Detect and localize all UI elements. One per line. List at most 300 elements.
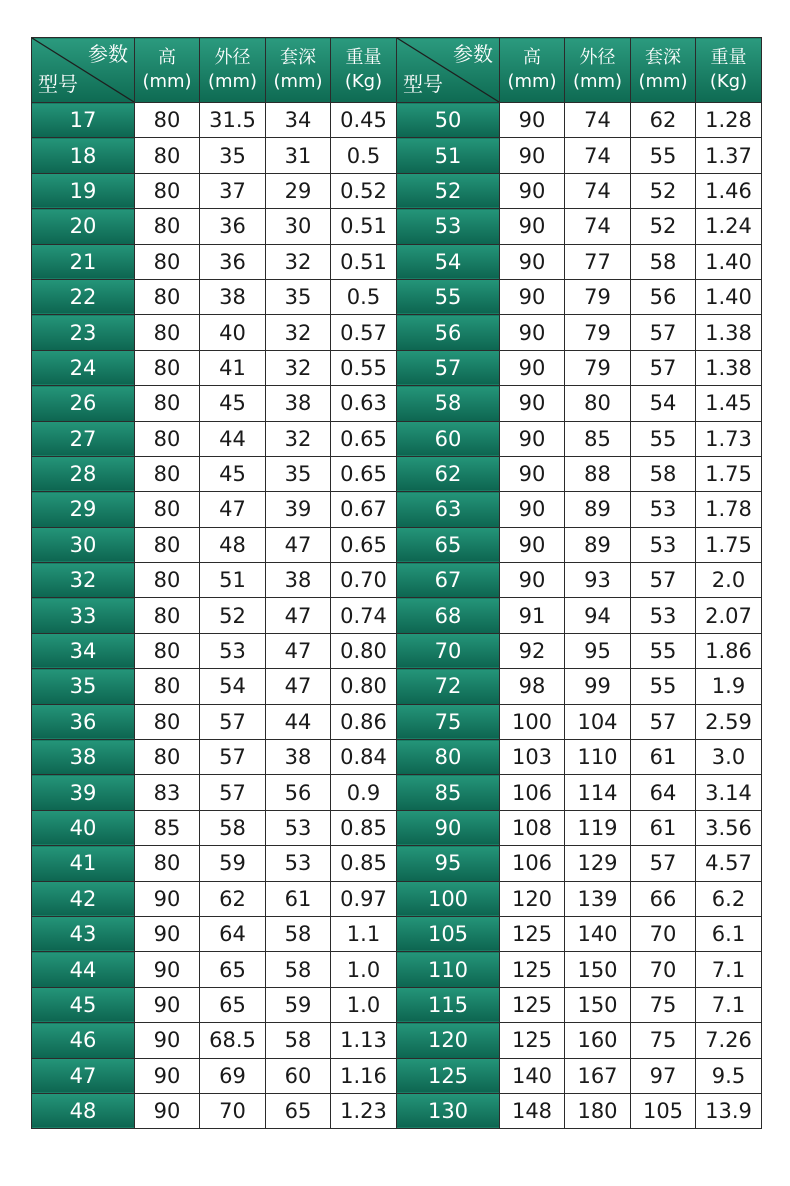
height-cell: 90 [500,386,565,421]
sleeve-depth-cell: 32 [266,350,331,385]
sleeve-depth-cell: 66 [631,881,696,916]
outer-diameter-cell: 45 [200,456,266,491]
height-cell: 90 [135,916,200,951]
height-cell: 90 [500,315,565,350]
table-row [32,598,762,633]
table-row [32,775,762,810]
outer-diameter-cell: 38 [200,279,266,314]
outer-diameter-cell: 69 [200,1058,266,1093]
weight-cell: 3.14 [696,775,762,810]
height-cell: 90 [500,279,565,314]
weight-cell: 3.0 [696,740,762,775]
sleeve-depth-cell: 44 [266,704,331,739]
outer-diameter-cell: 150 [565,952,631,987]
model-cell: 63 [397,492,500,527]
model-cell: 48 [32,1093,135,1128]
height-cell: 80 [135,846,200,881]
table-row [32,103,762,138]
weight-cell: 7.1 [696,987,762,1022]
weight-cell: 0.97 [331,881,397,916]
height-cell: 80 [135,633,200,668]
column-unit: (mm) [207,71,258,92]
height-cell: 103 [500,740,565,775]
height-cell: 90 [500,421,565,456]
outer-diameter-cell: 95 [565,633,631,668]
model-cell: 27 [32,421,135,456]
model-cell: 52 [397,173,500,208]
weight-cell: 4.57 [696,846,762,881]
outer-diameter-cell: 77 [565,244,631,279]
weight-cell: 1.38 [696,315,762,350]
weight-cell: 0.55 [331,350,397,385]
weight-cell: 1.86 [696,633,762,668]
model-cell: 75 [397,704,500,739]
model-cell: 46 [32,1023,135,1058]
height-cell: 80 [135,704,200,739]
model-cell: 58 [397,386,500,421]
height-cell: 80 [135,173,200,208]
weight-cell: 1.24 [696,209,762,244]
height-cell: 98 [500,669,565,704]
table-row [32,563,762,598]
model-cell: 70 [397,633,500,668]
model-cell: 120 [397,1023,500,1058]
model-cell: 39 [32,775,135,810]
table-row [32,350,762,385]
sleeve-depth-cell: 60 [266,1058,331,1093]
sleeve-depth-cell: 62 [631,103,696,138]
sleeve-depth-cell: 58 [266,1023,331,1058]
model-cell: 105 [397,916,500,951]
outer-diameter-cell: 59 [200,846,266,881]
sleeve-depth-cell: 59 [266,987,331,1022]
outer-diameter-cell: 65 [200,987,266,1022]
corner-param-label: 参数 [453,42,493,66]
column-unit: (Kg) [344,71,383,92]
weight-cell: 0.5 [331,279,397,314]
weight-cell: 1.78 [696,492,762,527]
height-cell: 90 [500,456,565,491]
weight-cell: 1.1 [331,916,397,951]
weight-cell: 1.0 [331,987,397,1022]
outer-diameter-cell: 74 [565,173,631,208]
height-cell: 90 [500,138,565,173]
model-cell: 22 [32,279,135,314]
corner-header-left [32,38,135,103]
sleeve-depth-cell: 58 [631,244,696,279]
column-name: 套深 [280,47,316,68]
sleeve-depth-cell: 70 [631,916,696,951]
weight-cell: 0.85 [331,846,397,881]
table-row [32,704,762,739]
weight-cell: 0.65 [331,456,397,491]
table-row [32,244,762,279]
model-cell: 30 [32,527,135,562]
model-cell: 42 [32,881,135,916]
outer-diameter-cell: 99 [565,669,631,704]
table-row [32,1058,762,1093]
height-cell: 100 [500,704,565,739]
outer-diameter-cell: 119 [565,810,631,845]
model-cell: 44 [32,952,135,987]
sleeve-depth-cell: 53 [266,810,331,845]
outer-diameter-cell: 68.5 [200,1023,266,1058]
height-cell: 90 [135,1023,200,1058]
table-row [32,952,762,987]
sleeve-depth-cell: 54 [631,386,696,421]
table-row [32,881,762,916]
model-cell: 36 [32,704,135,739]
model-cell: 26 [32,386,135,421]
sleeve-depth-cell: 56 [631,279,696,314]
height-cell: 108 [500,810,565,845]
height-cell: 92 [500,633,565,668]
column-unit: (mm) [507,71,557,92]
sleeve-depth-cell: 57 [631,350,696,385]
sleeve-depth-cell: 58 [266,916,331,951]
outer-diameter-cell: 180 [565,1093,631,1128]
table-row [32,456,762,491]
model-cell: 47 [32,1058,135,1093]
model-cell: 28 [32,456,135,491]
height-cell: 90 [500,173,565,208]
table-row [32,386,762,421]
height-cell: 80 [135,421,200,456]
height-cell: 80 [135,279,200,314]
height-cell: 80 [135,492,200,527]
table-row [32,421,762,456]
outer-diameter-cell: 129 [565,846,631,881]
weight-cell: 1.46 [696,173,762,208]
model-cell: 72 [397,669,500,704]
model-cell: 85 [397,775,500,810]
sleeve-depth-cell: 30 [266,209,331,244]
height-cell: 125 [500,1023,565,1058]
weight-cell: 2.07 [696,598,762,633]
corner-model-label: 型号 [38,72,78,96]
height-cell: 125 [500,952,565,987]
weight-cell: 6.2 [696,881,762,916]
sleeve-depth-cell: 35 [266,279,331,314]
model-cell: 29 [32,492,135,527]
weight-cell: 0.67 [331,492,397,527]
sleeve-depth-cell: 97 [631,1058,696,1093]
table-row [32,315,762,350]
height-cell: 80 [135,350,200,385]
outer-diameter-cell: 80 [565,386,631,421]
sleeve-depth-cell: 65 [266,1093,331,1128]
table-row [32,138,762,173]
height-cell: 125 [500,987,565,1022]
weight-cell: 0.65 [331,527,397,562]
sleeve-depth-cell: 64 [631,775,696,810]
sleeve-depth-cell: 52 [631,173,696,208]
column-header [266,38,331,103]
column-unit: (Kg) [709,71,748,92]
weight-cell: 0.63 [331,386,397,421]
height-cell: 80 [135,386,200,421]
weight-cell: 0.51 [331,209,397,244]
weight-cell: 7.1 [696,952,762,987]
height-cell: 80 [135,527,200,562]
weight-cell: 0.45 [331,103,397,138]
column-name: 重量 [710,47,747,68]
outer-diameter-cell: 31.5 [200,103,266,138]
height-cell: 80 [135,456,200,491]
column-name: 套深 [645,47,681,68]
weight-cell: 0.51 [331,244,397,279]
weight-cell: 1.40 [696,244,762,279]
sleeve-depth-cell: 57 [631,846,696,881]
model-cell: 21 [32,244,135,279]
height-cell: 80 [135,669,200,704]
sleeve-depth-cell: 53 [631,527,696,562]
model-cell: 18 [32,138,135,173]
model-cell: 43 [32,916,135,951]
weight-cell: 1.28 [696,103,762,138]
outer-diameter-cell: 37 [200,173,266,208]
weight-cell: 7.26 [696,1023,762,1058]
height-cell: 90 [500,209,565,244]
outer-diameter-cell: 79 [565,315,631,350]
header-row [32,38,762,103]
column-unit: (mm) [572,71,623,92]
outer-diameter-cell: 85 [565,421,631,456]
spec-table [31,37,762,1129]
sleeve-depth-cell: 47 [266,633,331,668]
column-unit: (mm) [638,71,688,92]
weight-cell: 0.57 [331,315,397,350]
sleeve-depth-cell: 32 [266,421,331,456]
sleeve-depth-cell: 70 [631,952,696,987]
height-cell: 90 [500,244,565,279]
weight-cell: 1.73 [696,421,762,456]
sleeve-depth-cell: 61 [631,740,696,775]
outer-diameter-cell: 65 [200,952,266,987]
height-cell: 85 [135,810,200,845]
outer-diameter-cell: 140 [565,916,631,951]
height-cell: 80 [135,740,200,775]
column-unit: (mm) [273,71,323,92]
sleeve-depth-cell: 47 [266,527,331,562]
outer-diameter-cell: 62 [200,881,266,916]
sleeve-depth-cell: 47 [266,598,331,633]
model-cell: 20 [32,209,135,244]
weight-cell: 0.74 [331,598,397,633]
height-cell: 80 [135,563,200,598]
weight-cell: 0.52 [331,173,397,208]
outer-diameter-cell: 36 [200,244,266,279]
outer-diameter-cell: 114 [565,775,631,810]
sleeve-depth-cell: 105 [631,1093,696,1128]
column-header [331,38,397,103]
weight-cell: 1.13 [331,1023,397,1058]
sleeve-depth-cell: 55 [631,633,696,668]
weight-cell: 0.84 [331,740,397,775]
model-cell: 62 [397,456,500,491]
sleeve-depth-cell: 31 [266,138,331,173]
model-cell: 51 [397,138,500,173]
sleeve-depth-cell: 53 [631,492,696,527]
model-cell: 23 [32,315,135,350]
sleeve-depth-cell: 61 [266,881,331,916]
sleeve-depth-cell: 55 [631,421,696,456]
column-header [696,38,762,103]
weight-cell: 2.59 [696,704,762,739]
outer-diameter-cell: 167 [565,1058,631,1093]
outer-diameter-cell: 41 [200,350,266,385]
model-cell: 68 [397,598,500,633]
weight-cell: 1.75 [696,456,762,491]
sleeve-depth-cell: 34 [266,103,331,138]
model-cell: 100 [397,881,500,916]
model-cell: 60 [397,421,500,456]
model-cell: 95 [397,846,500,881]
height-cell: 91 [500,598,565,633]
height-cell: 90 [500,527,565,562]
height-cell: 83 [135,775,200,810]
model-cell: 19 [32,173,135,208]
table-row [32,279,762,314]
height-cell: 90 [135,881,200,916]
height-cell: 90 [135,1093,200,1128]
weight-cell: 3.56 [696,810,762,845]
model-cell: 115 [397,987,500,1022]
sleeve-depth-cell: 58 [266,952,331,987]
column-header [631,38,696,103]
height-cell: 120 [500,881,565,916]
height-cell: 80 [135,138,200,173]
table-body [32,103,762,1129]
sleeve-depth-cell: 47 [266,669,331,704]
weight-cell: 6.1 [696,916,762,951]
model-cell: 125 [397,1058,500,1093]
model-cell: 80 [397,740,500,775]
outer-diameter-cell: 104 [565,704,631,739]
weight-cell: 0.9 [331,775,397,810]
column-name: 高 [523,47,541,68]
model-cell: 50 [397,103,500,138]
height-cell: 90 [500,492,565,527]
corner-header-right [397,38,500,103]
column-header [500,38,565,103]
model-cell: 38 [32,740,135,775]
outer-diameter-cell: 89 [565,527,631,562]
outer-diameter-cell: 57 [200,740,266,775]
outer-diameter-cell: 64 [200,916,266,951]
sleeve-depth-cell: 61 [631,810,696,845]
height-cell: 125 [500,916,565,951]
weight-cell: 1.38 [696,350,762,385]
table-row [32,740,762,775]
outer-diameter-cell: 74 [565,138,631,173]
height-cell: 80 [135,315,200,350]
sleeve-depth-cell: 57 [631,315,696,350]
model-cell: 90 [397,810,500,845]
table-row [32,916,762,951]
outer-diameter-cell: 150 [565,987,631,1022]
sleeve-depth-cell: 56 [266,775,331,810]
model-cell: 33 [32,598,135,633]
height-cell: 90 [135,1058,200,1093]
sleeve-depth-cell: 39 [266,492,331,527]
model-cell: 65 [397,527,500,562]
outer-diameter-cell: 139 [565,881,631,916]
table-row [32,633,762,668]
sleeve-depth-cell: 38 [266,740,331,775]
sleeve-depth-cell: 38 [266,563,331,598]
outer-diameter-cell: 58 [200,810,266,845]
column-unit: (mm) [142,71,192,92]
outer-diameter-cell: 110 [565,740,631,775]
model-cell: 41 [32,846,135,881]
model-cell: 35 [32,669,135,704]
weight-cell: 0.5 [331,138,397,173]
weight-cell: 1.45 [696,386,762,421]
weight-cell: 0.80 [331,669,397,704]
weight-cell: 1.37 [696,138,762,173]
weight-cell: 1.16 [331,1058,397,1093]
weight-cell: 1.40 [696,279,762,314]
outer-diameter-cell: 47 [200,492,266,527]
model-cell: 34 [32,633,135,668]
model-cell: 53 [397,209,500,244]
column-name: 高 [158,47,176,68]
weight-cell: 0.80 [331,633,397,668]
outer-diameter-cell: 45 [200,386,266,421]
outer-diameter-cell: 57 [200,704,266,739]
model-cell: 24 [32,350,135,385]
outer-diameter-cell: 54 [200,669,266,704]
model-cell: 130 [397,1093,500,1128]
weight-cell: 1.0 [331,952,397,987]
weight-cell: 13.9 [696,1093,762,1128]
outer-diameter-cell: 74 [565,103,631,138]
height-cell: 90 [500,563,565,598]
weight-cell: 1.75 [696,527,762,562]
sleeve-depth-cell: 55 [631,669,696,704]
weight-cell: 0.65 [331,421,397,456]
outer-diameter-cell: 79 [565,350,631,385]
height-cell: 80 [135,598,200,633]
corner-param-label: 参数 [88,42,128,66]
sleeve-depth-cell: 29 [266,173,331,208]
sleeve-depth-cell: 75 [631,1023,696,1058]
sleeve-depth-cell: 58 [631,456,696,491]
weight-cell: 0.86 [331,704,397,739]
sleeve-depth-cell: 75 [631,987,696,1022]
sleeve-depth-cell: 57 [631,704,696,739]
sleeve-depth-cell: 35 [266,456,331,491]
column-name: 外径 [214,47,251,68]
model-cell: 45 [32,987,135,1022]
column-name: 外径 [579,47,616,68]
table-row [32,173,762,208]
sleeve-depth-cell: 57 [631,563,696,598]
outer-diameter-cell: 40 [200,315,266,350]
model-cell: 57 [397,350,500,385]
outer-diameter-cell: 52 [200,598,266,633]
weight-cell: 1.9 [696,669,762,704]
weight-cell: 0.70 [331,563,397,598]
outer-diameter-cell: 88 [565,456,631,491]
model-cell: 56 [397,315,500,350]
height-cell: 140 [500,1058,565,1093]
outer-diameter-cell: 57 [200,775,266,810]
sleeve-depth-cell: 38 [266,386,331,421]
table-row [32,1093,762,1128]
sleeve-depth-cell: 53 [266,846,331,881]
